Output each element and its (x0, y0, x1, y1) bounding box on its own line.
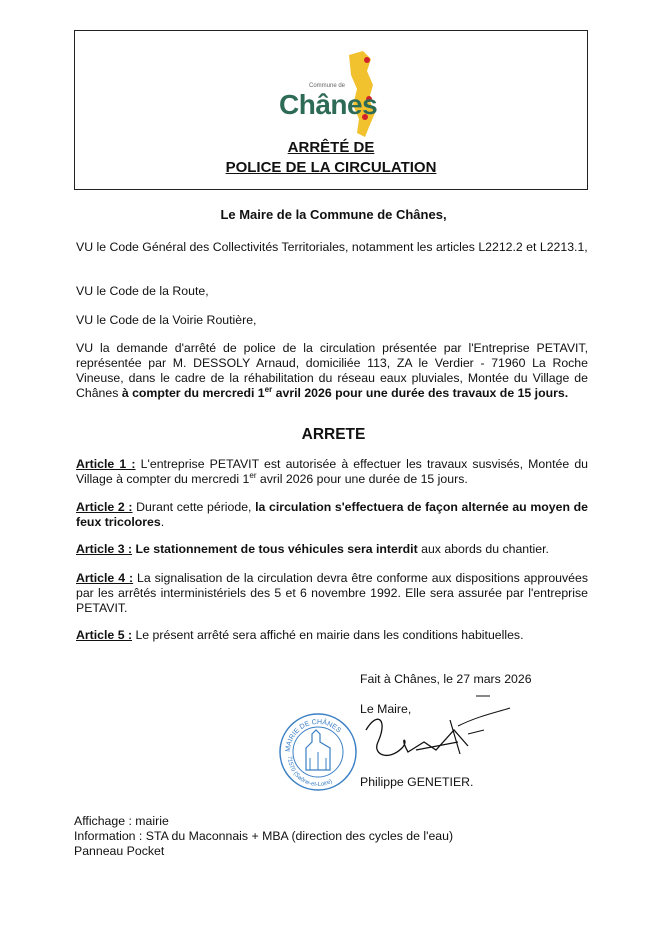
consideration-4: VU la demande d'arrêté de police de la circulation présentée par l'Entreprise PETAVIT, représentée par M. DESSOLY Arnaud, domiciliée 113, ZA le Verdier - 71960 La Roche Vineuse, dans le cadre de la réhabilitation du réseau eaux pluviales, Montée du Village de Chânes à compter du mercredi 1er avril 2026 pour une durée des travaux de 15 jours. (76, 341, 588, 400)
page-title-line1: ARRÊTÉ DE (287, 139, 375, 156)
logo-name: Chânes (279, 89, 378, 120)
signatory-name: Philippe GENETIER. (360, 775, 474, 789)
svg-text:71570 (Saône-et-Loire): 71570 (Saône-et-Loire) (285, 755, 334, 789)
commune-logo (279, 41, 389, 149)
footer-line-2: Information : STA du Maconnais + MBA (direction des cycles de l'eau) (74, 829, 454, 843)
arrete-heading: ARRETE (301, 426, 366, 443)
page-title-line2: POLICE DE LA CIRCULATION (225, 159, 437, 176)
footer-line-1: Affichage : mairie (74, 814, 169, 828)
logo-subtitle: Commune de (309, 83, 346, 89)
consideration-1: VU le Code Général des Collectivités Territoriales, notamment les articles L2212.2 et L2213.1, (76, 240, 588, 254)
article-1: Article 1 : L'entreprise PETAVIT est autorisée à effectuer les travaux susvisés, Montée du Village à compter du mercredi 1er avril 2026 pour une durée de 15 jours. (76, 457, 588, 486)
mayor-heading: Le Maire de la Commune de Chânes, (220, 207, 447, 222)
place-date: Fait à Chânes, le 27 mars 2026 (360, 672, 532, 686)
signatory-role: Le Maire, (360, 702, 412, 716)
consideration-2: VU le Code de la Route, (76, 284, 209, 298)
svg-text:MAIRIE DE CHÂNES: MAIRIE DE CHÂNES (284, 718, 343, 753)
footer-line-3: Panneau Pocket (74, 844, 165, 858)
header-box (74, 30, 588, 190)
article-2: Article 2 : Durant cette période, la circulation s'effectuera de façon alternée au moyen de feux tricolores. (76, 500, 588, 529)
consideration-3: VU le Code de la Voirie Routière, (76, 313, 257, 327)
article-3: Article 3 : Le stationnement de tous véhicules sera interdit aux abords du chantier. (76, 542, 549, 556)
mairie-seal-icon (278, 712, 358, 792)
article-5: Article 5 : Le présent arrêté sera affiché en mairie dans les conditions habituelles. (76, 628, 524, 642)
handwritten-signature (358, 690, 518, 780)
article-4: Article 4 : La signalisation de la circulation devra être conforme aux dispositions approuvées par les arrêtés interministériels des 5 et 6 novembre 1992. Elle sera assurée par l'entreprise PETAVIT. (76, 571, 588, 615)
